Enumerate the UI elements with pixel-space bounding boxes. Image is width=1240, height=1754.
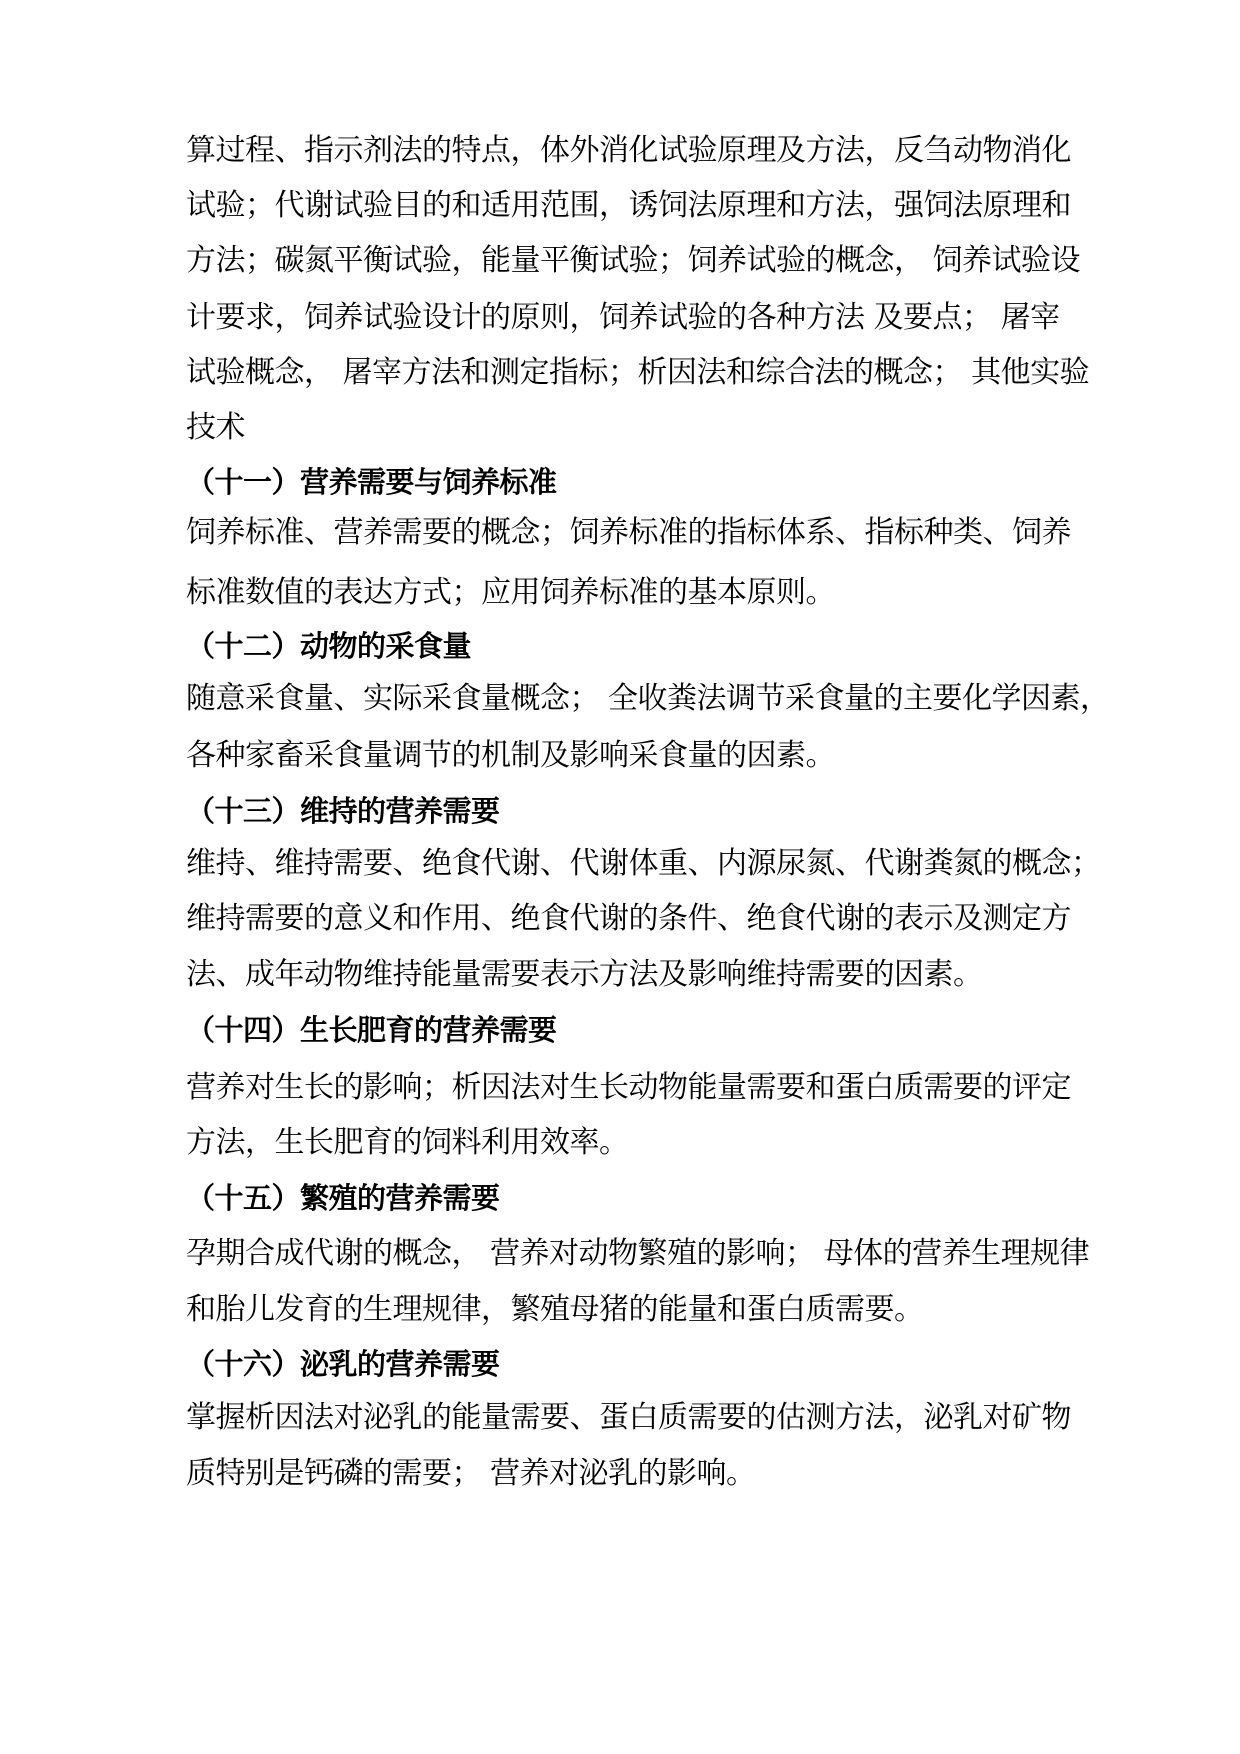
section-body-line: 法、成年动物维持能量需要表示方法及影响维持需要的因素。 — [186, 957, 983, 992]
section-body-line: 随意采食量、实际采食量概念； 全收粪法调节采食量的主要化学因素， — [186, 681, 1110, 716]
intro-paragraph-line: 方法；碳氮平衡试验，能量平衡试验；饲养试验的概念， 饲养试验设 — [186, 243, 1081, 278]
intro-paragraph-line: 试验概念， 屠宰方法和测定指标；析因法和综合法的概念； 其他实验 — [186, 355, 1090, 390]
section-body-line: 饲养标准、营养需要的概念；饲养标准的指标体系、指标种类、饲养 — [186, 515, 1071, 550]
section-heading: （十三）维持的营养需要 — [186, 794, 500, 828]
intro-paragraph-line: 技术 — [186, 410, 245, 445]
section-heading: （十五）繁殖的营养需要 — [186, 1181, 500, 1215]
section-body-line: 和胎儿发育的生理规律，繁殖母猪的能量和蛋白质需要。 — [186, 1292, 924, 1327]
section-body-line: 维持、维持需要、绝食代谢、代谢体重、内源尿氮、代谢粪氮的概念； — [186, 846, 1101, 881]
intro-paragraph-line: 计要求，饲养试验设计的原则，饲养试验的各种方法 及要点； 屠宰 — [186, 300, 1060, 335]
section-body-line: 方法，生长肥育的饲料利用效率。 — [186, 1125, 629, 1160]
intro-paragraph-line: 算过程、指示剂法的特点，体外消化试验原理及方法，反刍动物消化 — [186, 133, 1071, 168]
section-heading: （十六）泌乳的营养需要 — [186, 1347, 500, 1381]
section-body-line: 标准数值的表达方式；应用饲养标准的基本原则。 — [186, 575, 835, 610]
section-heading: （十一）营养需要与饲养标准 — [186, 465, 557, 499]
section-body-line: 各种家畜采食量调节的机制及影响采食量的因素。 — [186, 738, 835, 773]
section-body-line: 营养对生长的影响；析因法对生长动物能量需要和蛋白质需要的评定 — [186, 1070, 1071, 1105]
intro-paragraph-line: 试验；代谢试验目的和适用范围，诱饲法原理和方法，强饲法原理和 — [186, 188, 1071, 223]
section-body-line: 掌握析因法对泌乳的能量需要、蛋白质需要的估测方法，泌乳对矿物 — [186, 1400, 1071, 1435]
section-heading: （十四）生长肥育的营养需要 — [186, 1013, 557, 1047]
section-body-line: 孕期合成代谢的概念， 营养对动物繁殖的影响； 母体的营养生理规律 — [186, 1236, 1090, 1271]
section-heading: （十二）动物的采食量 — [186, 629, 472, 663]
section-body-line: 维持需要的意义和作用、绝食代谢的条件、绝食代谢的表示及测定方 — [186, 901, 1071, 936]
section-body-line: 质特别是钙磷的需要； 营养对泌乳的影响。 — [186, 1456, 756, 1491]
